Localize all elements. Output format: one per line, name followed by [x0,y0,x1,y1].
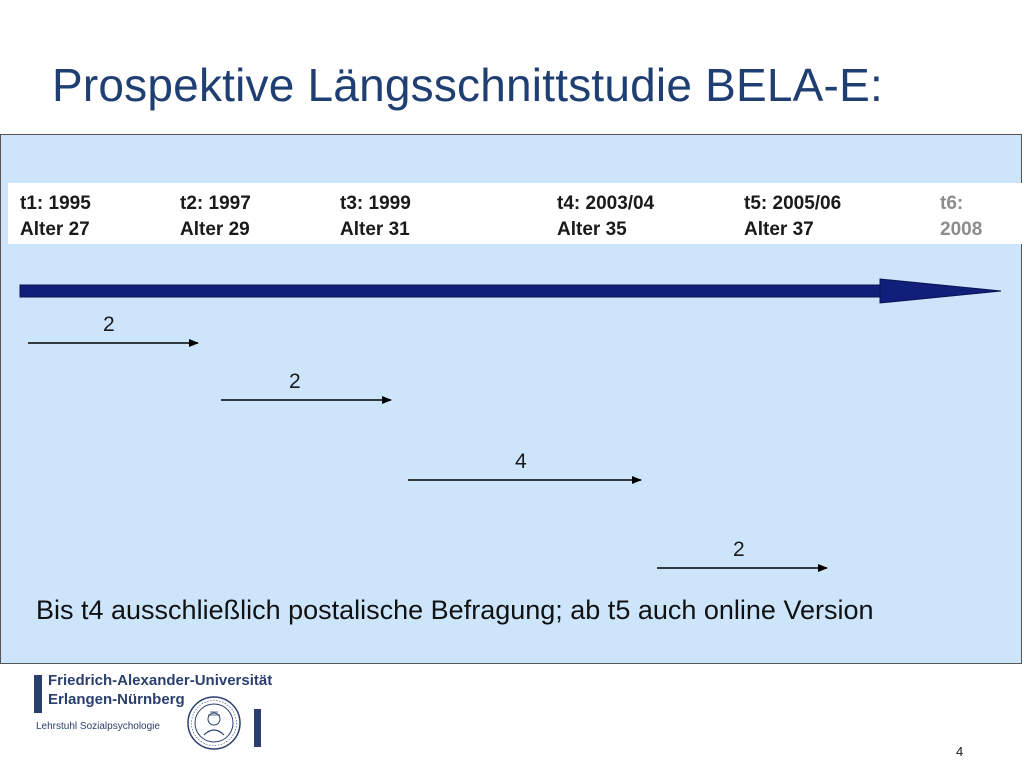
interval-label: 4 [515,450,527,473]
department-name: Lehrstuhl Sozialpsychologie [36,721,160,732]
timepoint-label: t3: 1999 [340,193,411,214]
timepoint-age: Alter 29 [180,219,250,240]
timepoint-age: Alter 31 [340,219,410,240]
logo-bar-icon [34,675,42,713]
university-name-line2: Erlangen-Nürnberg [48,691,185,708]
timepoint-age: Alter 35 [557,219,627,240]
survey-mode-note: Bis t4 ausschließlich postalische Befragung; ab t5 auch online Version [36,595,874,625]
timepoint-age: Alter 27 [20,219,90,240]
timepoint-age: 2008 [940,219,983,240]
timepoint-label: t2: 1997 [180,193,251,214]
timepoint-age: Alter 37 [744,219,814,240]
university-seal-icon [186,695,242,751]
timepoint-label: t5: 2005/06 [744,193,842,214]
slide-title: Prospektive Längsschnittstudie BELA-E: [52,59,883,111]
timepoint-label: t1: 1995 [20,193,91,214]
page-number: 4 [956,744,964,759]
university-logo [34,671,274,751]
logo-bar-icon [254,709,261,747]
timepoint-label: t6: [940,193,964,214]
interval-label: 2 [103,313,115,336]
university-name-line1: Friedrich-Alexander-Universität [48,672,273,689]
timeline-arrow [20,279,1001,303]
interval-label: 2 [289,370,301,393]
interval-label: 2 [733,538,745,561]
timepoint-label: t4: 2003/04 [557,193,655,214]
